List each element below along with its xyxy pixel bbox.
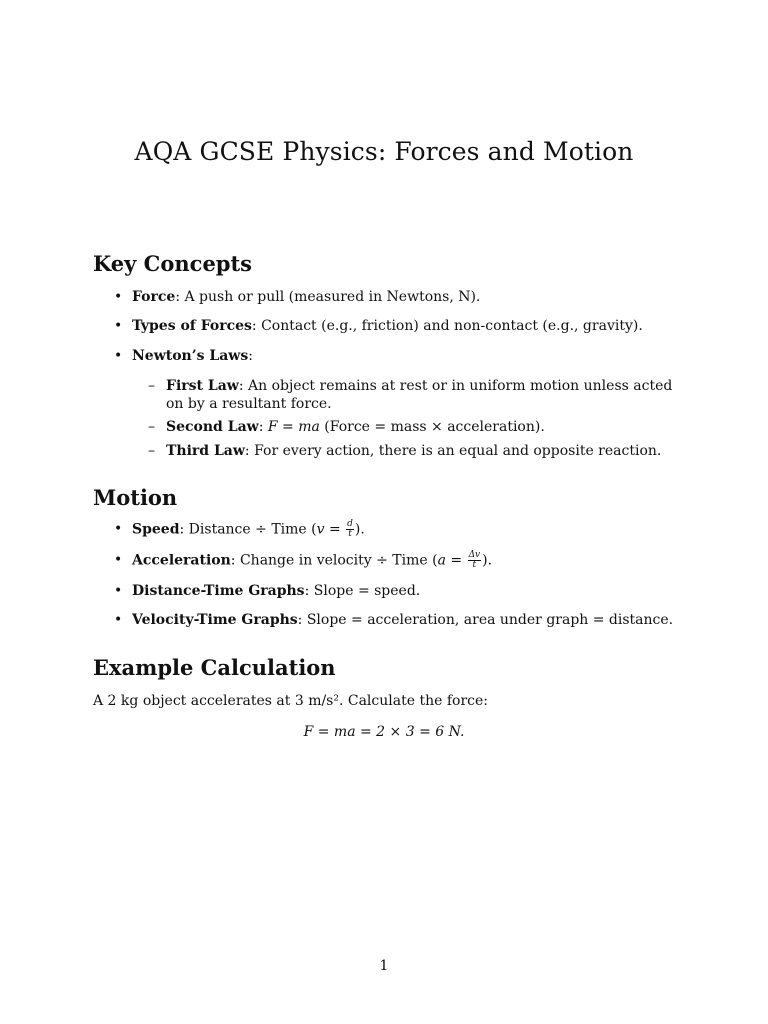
page-number: 1 xyxy=(379,958,389,974)
list-item xyxy=(93,582,692,600)
definition: : Slope = acceleration, area under graph = distance. xyxy=(297,612,674,628)
term: Acceleration xyxy=(132,552,231,569)
formula: F = ma xyxy=(267,419,320,435)
definition: : An object remains at rest or in uniform motion unless acted on by a resultant force. xyxy=(166,378,673,412)
section-example xyxy=(93,655,693,740)
sub-list-item: – Second Law: F = ma (Force = mass × acceleration). xyxy=(93,418,726,436)
definition: : For every action, there is an equal and opposite reaction. xyxy=(244,443,662,459)
example-paragraph: A 2 kg object accelerates at 3 m/s². Calculate the force: xyxy=(93,693,488,709)
sub-list-item xyxy=(93,442,726,460)
definition: : xyxy=(248,348,253,364)
formula: v = xyxy=(316,521,346,538)
term: Speed xyxy=(132,521,180,538)
list-item xyxy=(93,347,692,365)
term: Force xyxy=(132,289,176,305)
section-key-concepts xyxy=(93,251,693,459)
fraction: $\frac{d}{t}$ xyxy=(347,519,353,539)
section-heading: Example Calculation xyxy=(93,655,336,680)
document-title: AQA GCSE Physics: Forces and Motion xyxy=(134,137,634,166)
example-equation: F = ma = 2 × 3 = 6 N. xyxy=(303,724,465,740)
term: Third Law xyxy=(166,443,245,459)
formula: a = xyxy=(437,552,467,569)
sub-list-item xyxy=(93,377,678,413)
list-item xyxy=(93,611,692,629)
term: Second Law xyxy=(166,419,259,435)
list-item: • Speed: Distance ÷ Time (v = $\frac{d}{t}$ ). xyxy=(93,520,692,539)
section-heading: Key Concepts xyxy=(93,251,253,276)
fraction: $\frac{\Delta v}{t}$ xyxy=(468,550,481,570)
term: Newton’s Laws xyxy=(132,348,249,364)
list-item xyxy=(93,288,692,306)
term: First Law xyxy=(166,378,239,394)
section-heading: Motion xyxy=(93,485,178,510)
list-item: • Acceleration: Change in velocity ÷ Time (a = $\frac{\Delta v}{t}$ ). xyxy=(93,551,692,570)
term: Velocity-Time Graphs xyxy=(132,612,298,628)
section-motion xyxy=(93,485,693,628)
definition: (Force = mass × acceleration). xyxy=(319,419,545,435)
definition: : Slope = speed. xyxy=(304,583,421,599)
term: Types of Forces xyxy=(132,318,252,334)
definition: : Contact (e.g., friction) and non-contact (e.g., gravity). xyxy=(251,318,643,334)
list-item xyxy=(93,317,692,335)
term: Distance-Time Graphs xyxy=(132,583,305,599)
definition: : A push or pull (measured in Newtons, N). xyxy=(175,289,481,305)
